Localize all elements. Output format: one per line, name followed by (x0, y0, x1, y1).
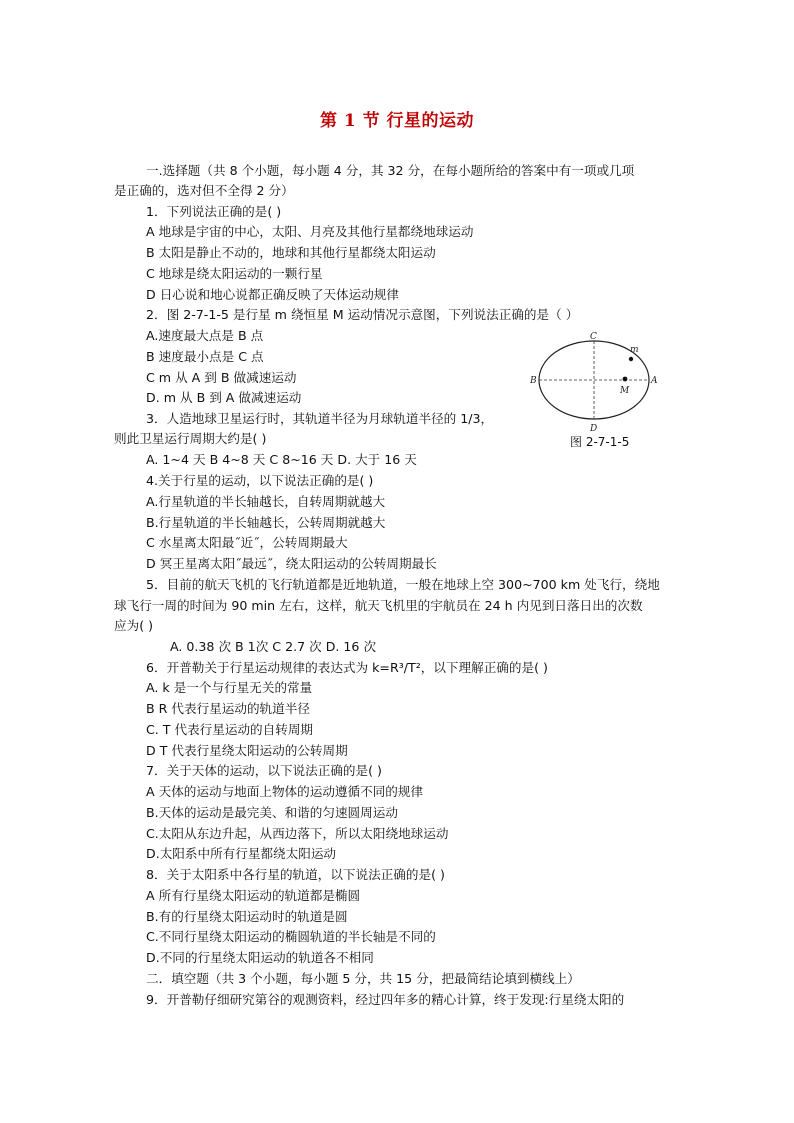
figure-caption: 图 2-7-1-5 (570, 435, 630, 449)
q6-option-c: C. T 代表行星运动的自转周期 (146, 722, 314, 737)
q4-option-b: B.行星轨道的半长轴越长，公转周期就越大 (146, 515, 386, 530)
q2-option-b: B 速度最小点是 C 点 (146, 349, 264, 364)
q2-option-d: D. m 从 B 到 A 做减速运动 (146, 390, 302, 405)
question-4: 4.关于行星的运动，以下说法正确的是( ) (146, 473, 374, 488)
label-C: C (590, 332, 597, 342)
label-A: A (651, 376, 658, 386)
label-D: D (590, 424, 598, 434)
q2-option-c: C m 从 A 到 B 做减速运动 (146, 370, 297, 385)
q1-option-c: C 地球是绕太阳运动的一颗行星 (146, 266, 323, 281)
star-M-dot (623, 377, 628, 382)
section-heading-fill: 二．填空题（共 3 个小题，每小题 5 分，共 15 分，把最简结论填到横线上） (146, 971, 580, 986)
question-7: 7．关于天体的运动，以下说法正确的是( ) (146, 763, 382, 778)
q4-option-d: D 冥王星离太阳˝最远˝，绕太阳运动的公转周期最长 (146, 556, 437, 571)
q1-option-d: D 日心说和地心说都正确反映了天体运动规律 (146, 287, 399, 302)
q4-option-c: C 水星离太阳最˝近˝，公转周期最大 (146, 535, 348, 550)
q7-option-a: A 天体的运动与地面上物体的运动遵循不同的规律 (146, 784, 424, 799)
q7-option-d: D.太阳系中所有行星都绕太阳运动 (146, 846, 337, 861)
label-B: B (530, 376, 537, 386)
q4-option-a: A.行星轨道的半长轴越长，自转周期就越大 (146, 494, 386, 509)
q8-option-c: C.不同行星绕太阳运动的椭圆轨道的半长轴是不同的 (146, 929, 436, 944)
q7-option-c: C.太阳从东边升起，从西边落下，所以太阳绕地球运动 (146, 826, 449, 841)
question-9: 9．开普勒仔细研究第谷的观测资料，经过四年多的精心计算，终于发现:行星绕太阳的 (146, 992, 625, 1007)
q1-option-b: B 太阳是静止不动的，地球和其他行星都绕太阳运动 (146, 245, 436, 260)
label-m: m (630, 345, 639, 355)
question-3: 3．人造地球卫星运行时，其轨道半径为月球轨道半径的 1/3， (146, 411, 494, 426)
question-5-cont-2: 应为( ) (114, 618, 154, 633)
question-2: 2．图 2-7-1-5 是行星 m 绕恒星 M 运动情况示意图，下列说法正确的是（ ） (146, 307, 579, 322)
q2-option-a: A.速度最大点是 B 点 (146, 328, 264, 343)
question-6: 6．开普勒关于行星运动规律的表达式为 k=R³/T²，以下理解正确的是( ) (146, 660, 548, 675)
q8-option-a: A 所有行星绕太阳运动的轨道都是椭圆 (146, 888, 361, 903)
question-1: 1．下列说法正确的是( ) (146, 204, 282, 219)
section-heading-choice: 一.选择题（共 8 个小题，每小题 4 分，其 32 分，在每小题所给的答案中有一项或几项 (146, 163, 635, 178)
label-M: M (620, 386, 630, 396)
q6-option-a: A. k 是一个与行星无关的常量 (146, 680, 313, 695)
q7-option-b: B.天体的运动是最完美、和谐的匀速圆周运动 (146, 805, 398, 820)
orbit-diagram (524, 330, 664, 450)
section-heading-cont: 是正确的，选对但不全得 2 分） (114, 183, 294, 198)
q5-options: A. 0.38 次 B 1次 C 2.7 次 D. 16 次 (170, 639, 377, 654)
q6-option-b: B R 代表行星运动的轨道半径 (146, 701, 310, 716)
q8-option-d: D.不同的行星绕太阳运动的轨道各不相同 (146, 950, 374, 965)
q6-option-d: D T 代表行星绕太阳运动的公转周期 (146, 743, 348, 758)
question-5-cont-1: 球飞行一周的时间为 90 min 左右，这样，航天飞机里的宇航员在 24 h 内见到日落日出的次数 (114, 598, 643, 613)
question-8: 8．关于太阳系中各行星的轨道，以下说法正确的是( ) (146, 867, 445, 882)
question-5: 5．目前的航天飞机的飞行轨道都是近地轨道，一般在地球上空 300~700 km 处飞行，绕地 (146, 577, 660, 592)
q8-option-b: B.有的行星绕太阳运动时的轨道是圆 (146, 909, 348, 924)
page-title: 第 1 节 行星的运动 (319, 111, 475, 131)
question-3-cont: 则此卫星运行周期大约是( ) (114, 431, 267, 446)
planet-m-dot (629, 357, 633, 361)
q1-option-a: A 地球是宇宙的中心，太阳、月亮及其他行星都绕地球运动 (146, 224, 474, 239)
q3-options: A. 1~4 天 B 4~8 天 C 8~16 天 D. 大于 16 天 (146, 452, 417, 467)
